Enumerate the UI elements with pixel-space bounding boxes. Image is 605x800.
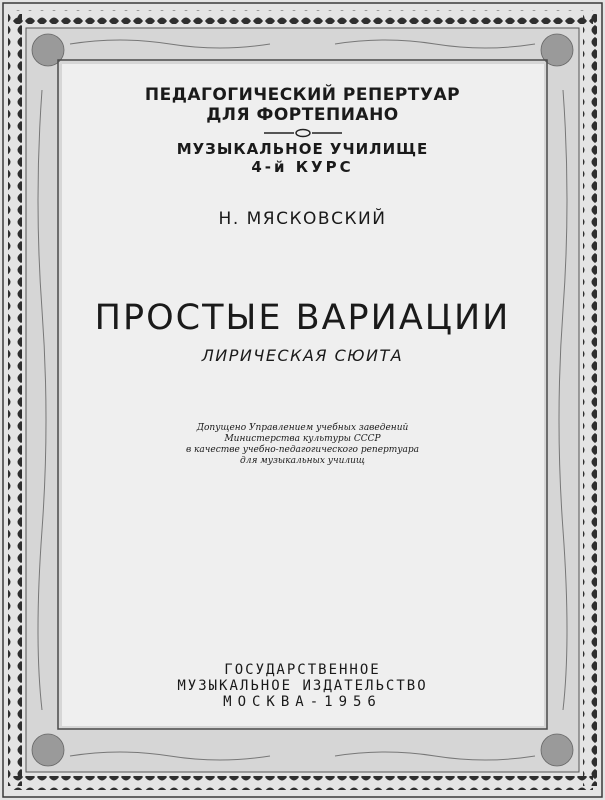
- approval-line: Министерства культуры СССР: [224, 434, 381, 444]
- work-title: ПРОСТЫЕ ВАРИАЦИИ: [94, 298, 511, 338]
- publisher-line1: ГОСУДАРСТВЕННОЕ: [224, 662, 381, 678]
- approval-line: для музыкальных училищ: [240, 456, 365, 466]
- series-title-line1: ПЕДАГОГИЧЕСКИЙ РЕПЕРТУАР: [144, 85, 461, 105]
- publisher-line3: МОСКВА-1956: [223, 694, 382, 710]
- publisher-line2: МУЗЫКАЛЬНОЕ ИЗДАТЕЛЬСТВО: [177, 678, 428, 694]
- divider-ornament: [264, 128, 342, 138]
- course-line1: МУЗЫКАЛЬНОЕ УЧИЛИЩЕ: [176, 140, 429, 158]
- approval-line: в качестве учебно-педагогического репертуара: [185, 445, 420, 455]
- approval-note: [0, 423, 605, 467]
- series-title-line2: ДЛЯ ФОРТЕПИАНО: [206, 105, 399, 125]
- work-subtitle: ЛИРИЧЕСКАЯ СЮИТА: [201, 346, 404, 365]
- course-line2: 4-й КУРС: [251, 158, 354, 176]
- author-name: Н. МЯСКОВСКИЙ: [218, 209, 387, 229]
- approval-line: Допущено Управлением учебных заведений: [196, 423, 409, 433]
